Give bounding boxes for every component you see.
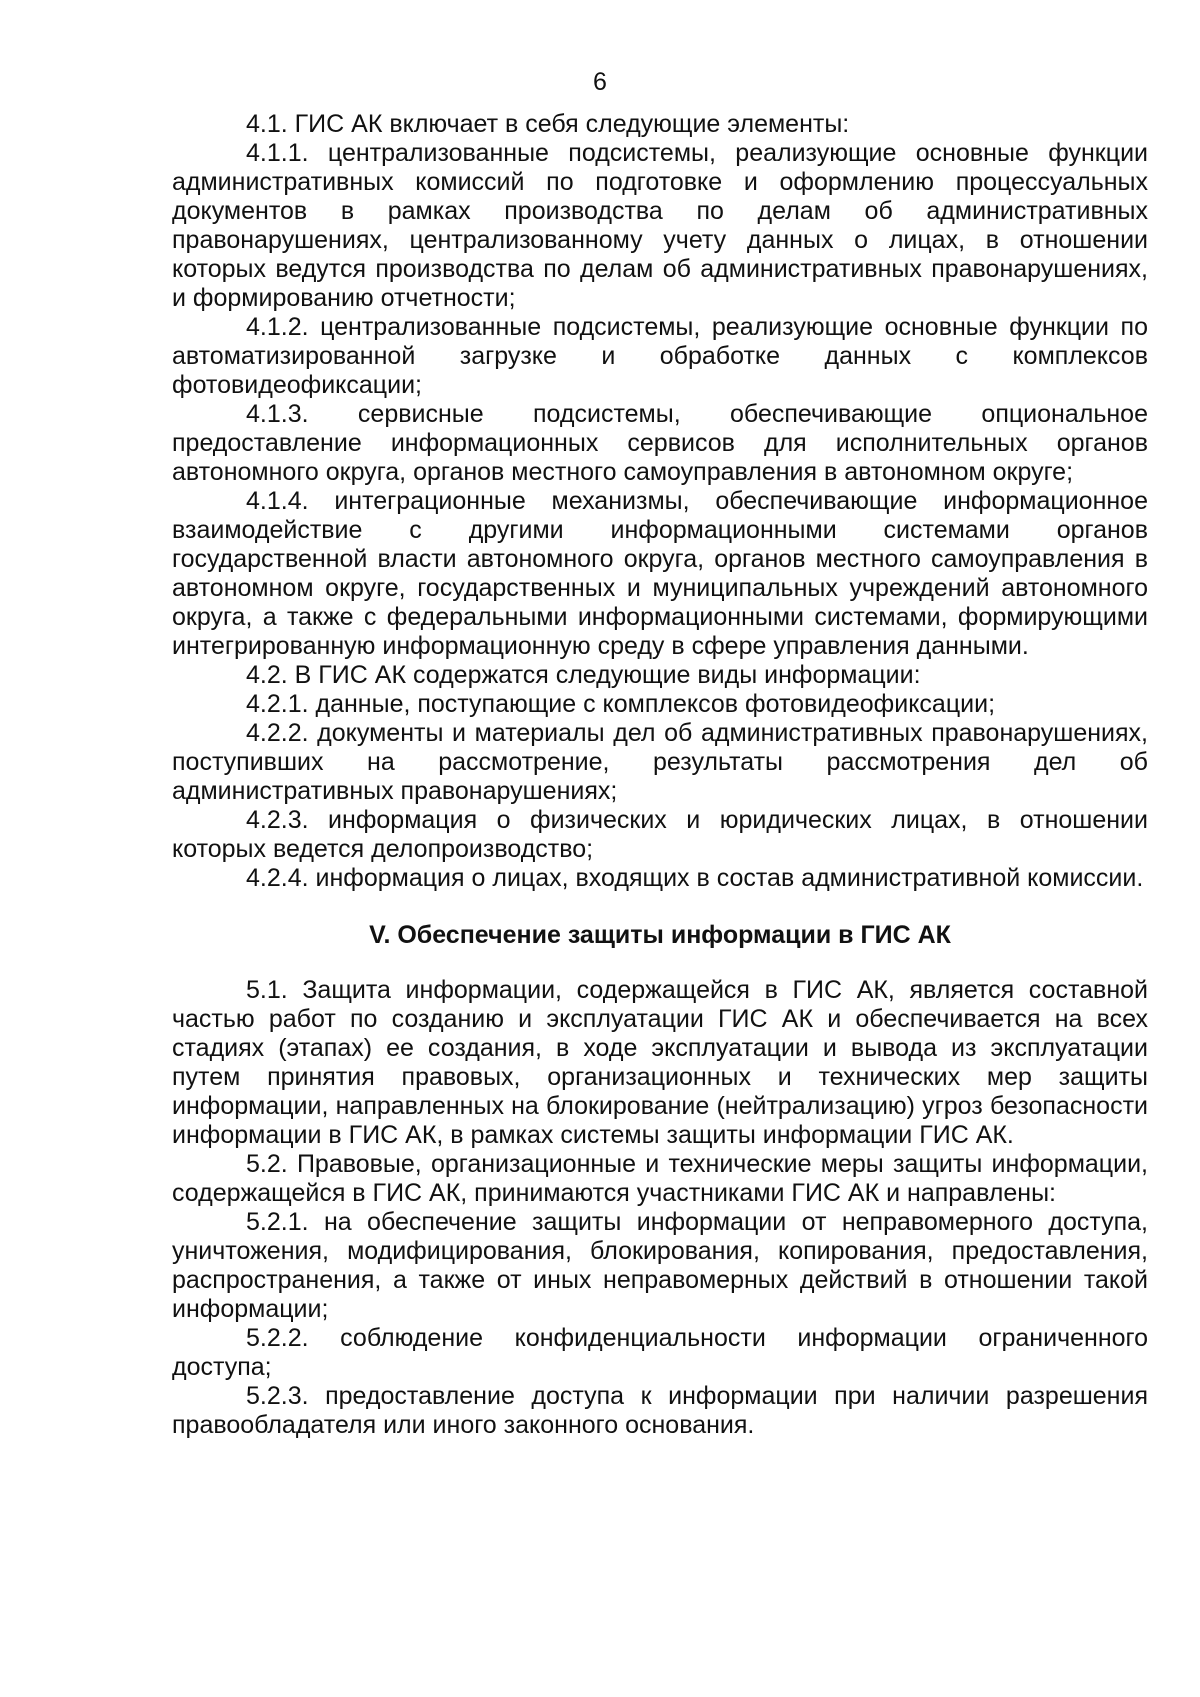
paragraph-4-2-3: 4.2.3. информация о физических и юридических лицах, в отношении которых ведется делопроизводство;: [172, 806, 1148, 863]
paragraph-5-2-1: 5.2.1. на обеспечение защиты информации от неправомерного доступа, уничтожения, модифицирования, блокирования, копирования, предоставления, распространения, а также от иных неправомерных действий в отношении такой информации;: [172, 1208, 1148, 1323]
page-number: 6: [593, 68, 607, 96]
document-body: [172, 110, 1148, 1440]
paragraph-4-1-1: 4.1.1. централизованные подсистемы, реализующие основные функции административных комиссий по подготовке и оформлению процессуальных документов в рамках производства по делам об административных правонарушениях, централизованному учету данных о лицах, в отношении которых ведутся производства по делам об административных правонарушениях, и формированию отчетности;: [172, 139, 1148, 312]
paragraph-4-2-1: 4.2.1. данные, поступающие с комплексов фотовидеофиксации;: [246, 690, 996, 718]
section-heading: V. Обеспечение защиты информации в ГИС АК: [369, 921, 951, 949]
paragraph-4-1: 4.1. ГИС АК включает в себя следующие элементы:: [246, 110, 850, 138]
paragraph-5-2-3: 5.2.3. предоставление доступа к информации при наличии разрешения правообладателя или иного законного основания.: [172, 1382, 1148, 1439]
paragraph-5-2: 5.2. Правовые, организационные и технические меры защиты информации, содержащейся в ГИС АК, принимаются участниками ГИС АК и направлены:: [172, 1150, 1148, 1207]
paragraph-4-1-4: 4.1.4. интеграционные механизмы, обеспечивающие информационное взаимодействие с другими информационными системами органов государственной власти автономного округа, органов местного самоуправления в автономном округе, государственных и муниципальных учреждений автономного округа, а также с федеральными информационными системами, формирующими интегрированную информационную среду в сфере управления данными.: [172, 487, 1148, 660]
paragraph-4-2-4: 4.2.4. информация о лицах, входящих в состав административной комиссии.: [246, 864, 1144, 892]
paragraph-5-1: 5.1. Защита информации, содержащейся в ГИС АК, является составной частью работ по созданию и эксплуатации ГИС АК и обеспечивается на всех стадиях (этапах) ее создания, в ходе эксплуатации и вывода из эксплуатации путем принятия правовых, организационных и технических мер защиты информации, направленных на блокирование (нейтрализацию) угроз безопасности информации в ГИС АК, в рамках системы защиты информации ГИС АК.: [172, 976, 1148, 1149]
paragraph-4-2-2: 4.2.2. документы и материалы дел об административных правонарушениях, поступивших на рассмотрение, результаты рассмотрения дел об административных правонарушениях;: [172, 719, 1148, 805]
paragraph-4-2: 4.2. В ГИС АК содержатся следующие виды информации:: [246, 661, 921, 689]
paragraph-5-2-2: 5.2.2. соблюдение конфиденциальности информации ограниченного доступа;: [172, 1324, 1148, 1381]
paragraph-4-1-2: 4.1.2. централизованные подсистемы, реализующие основные функции по автоматизированной загрузке и обработке данных с комплексов фотовидеофиксации;: [172, 313, 1148, 399]
paragraph-4-1-3: 4.1.3. сервисные подсистемы, обеспечивающие опциональное предоставление информационных сервисов для исполнительных органов автономного округа, органов местного самоуправления в автономном округе;: [172, 400, 1148, 486]
